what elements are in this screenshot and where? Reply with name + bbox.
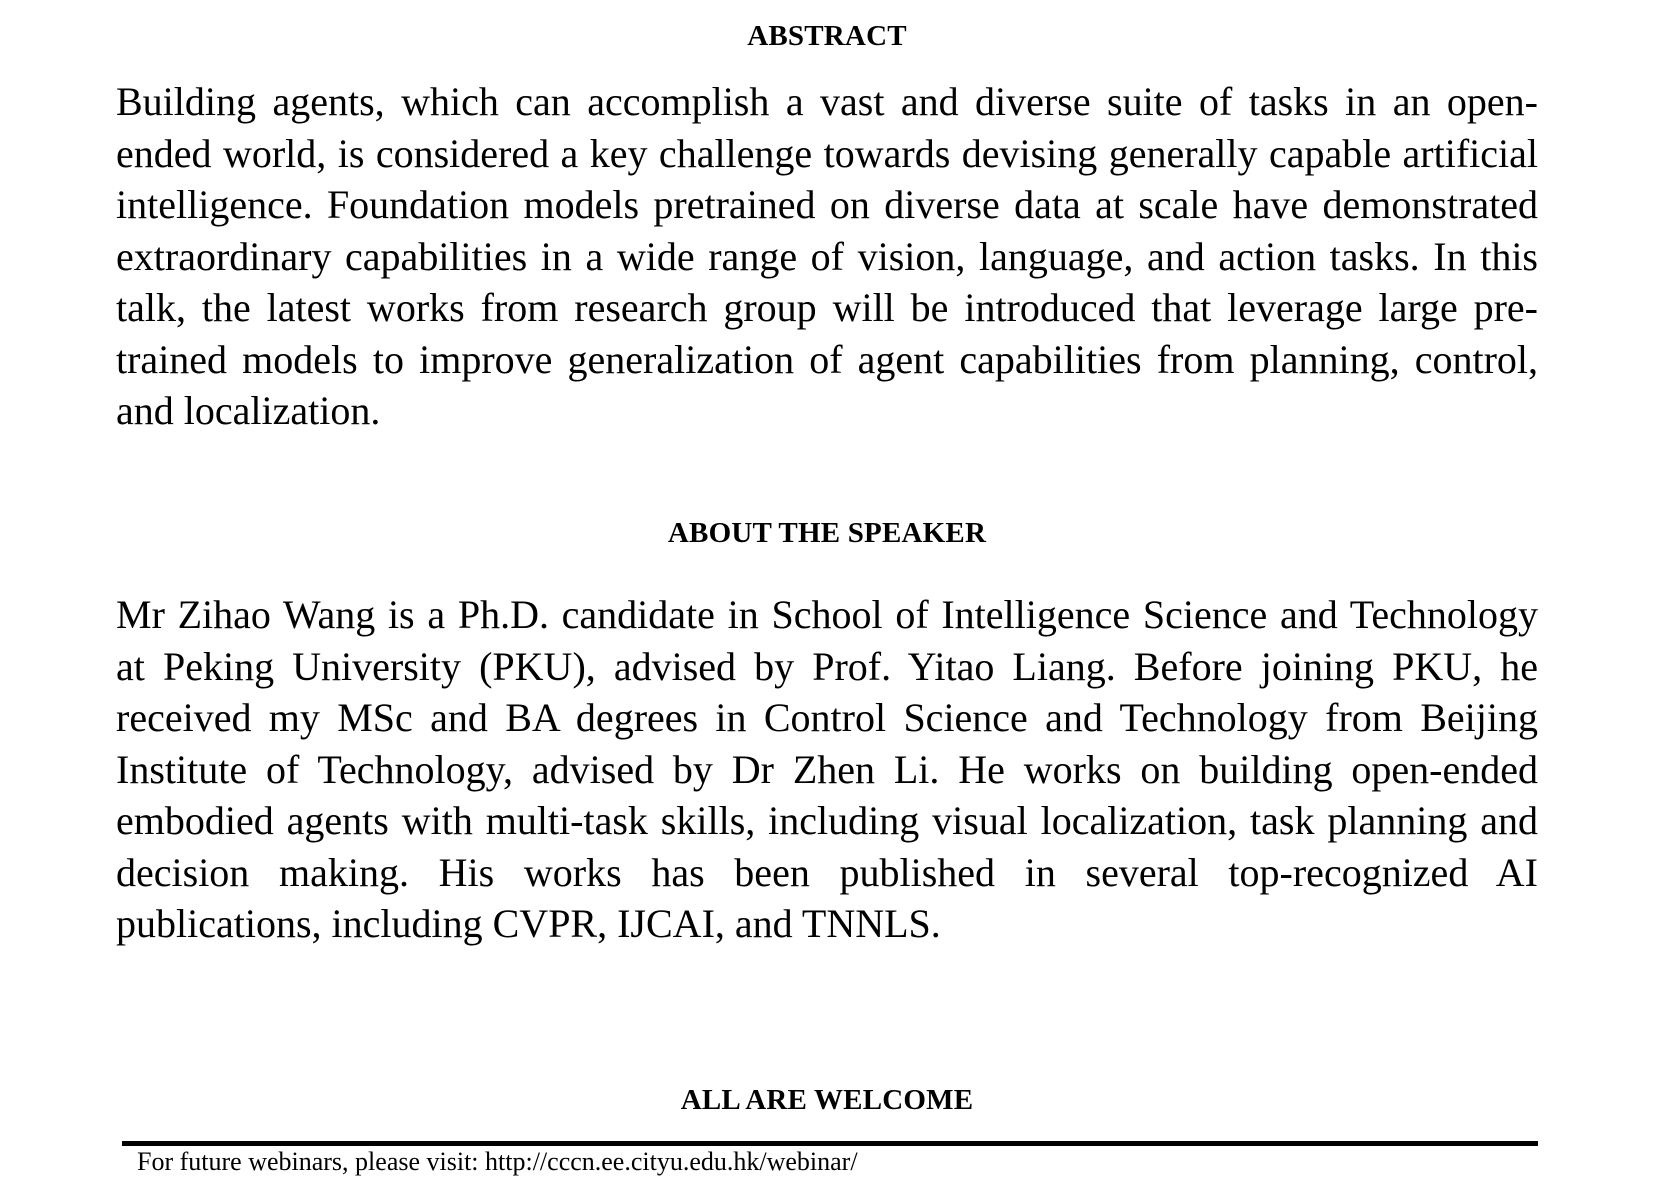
speaker-heading: ABOUT THE SPEAKER — [667, 517, 987, 549]
abstract-heading: ABSTRACT — [747, 20, 907, 52]
abstract-text: Building agents, which can accomplish a vast and diverse suite of tasks in an open-ended world, is considered a key challenge towards devising generally capable artificial intelligence. Foundation models pretrained on diverse data at scale have demonstrated extraordinary capabilities in a wide range of vision, language, and action tasks. In this talk, the latest works from research group will be introduced that leverage large pre-trained models to improve generalization of agent capabilities from planning, control, and localization. — [116, 79, 1538, 433]
footer-note: For future webinars, please visit: http://cccn.ee.cityu.edu.hk/webinar/ — [137, 1147, 858, 1176]
speaker-bio: Mr Zihao Wang is a Ph.D. candidate in School of Intelligence Science and Technology at Peking University (PKU), advised by Prof. Yitao Liang. Before joining PKU, he received my MSc and BA degrees in Control Science and Technology from Beijing Institute of Technology, advised by Dr Zhen Li. He works on building open-ended embodied agents with multi-task skills, including visual localization, task planning and decision making. His works has been published in several top-recognized AI publications, including CVPR, IJCAI, and TNNLS. — [116, 592, 1538, 946]
welcome-heading: ALL ARE WELCOME — [680, 1084, 974, 1116]
